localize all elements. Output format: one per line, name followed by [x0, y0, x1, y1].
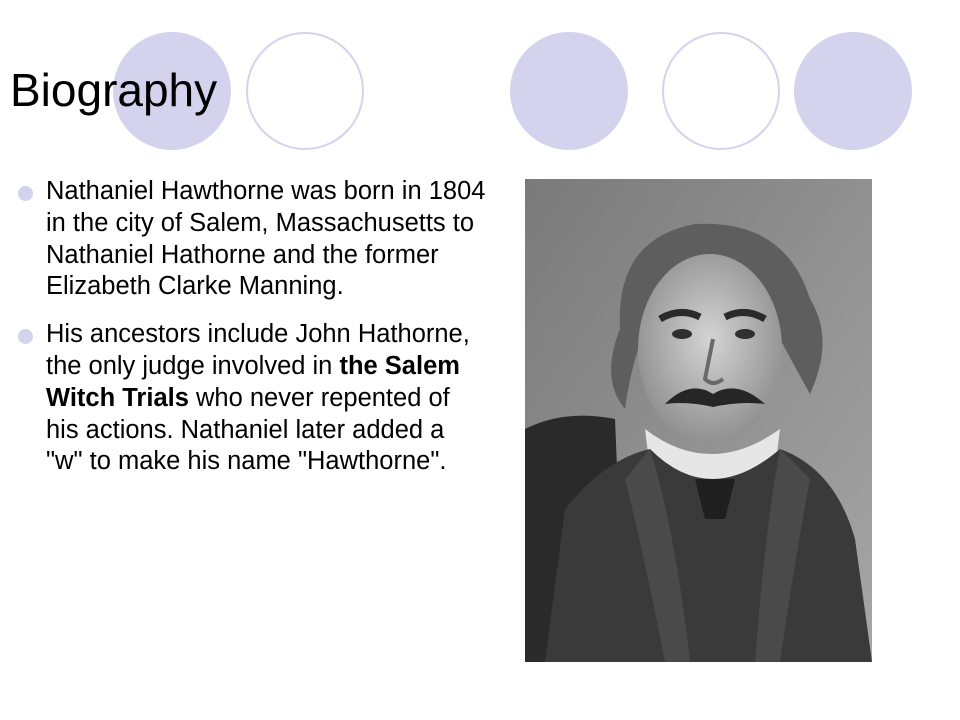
- bullet-item: [16, 176, 486, 303]
- slide-title: Biography: [10, 64, 218, 116]
- bullet-item: [16, 319, 486, 478]
- bullet-text-post: who never repented of his actions. Nathaniel later added a "w" to make his name "Hawthorne".: [46, 383, 450, 476]
- bullet-text: Nathaniel Hawthorne was born in 1804 in the city of Salem, Massachusetts to Nathaniel Hathorne and the former Elizabeth Clarke Manning.: [46, 177, 486, 301]
- portrait-photo: [525, 179, 872, 662]
- decorative-circle-filled: [510, 32, 628, 150]
- decorative-circle-outline: [246, 32, 364, 150]
- bullet-text-pre: His ancestors include John Hathorne, the only judge involved in: [46, 320, 470, 380]
- bullet-list: [16, 176, 486, 494]
- portrait-icon: [525, 179, 872, 662]
- decorative-circle-filled: [794, 32, 912, 150]
- bullet-text-bold: the Salem Witch Trials: [46, 351, 460, 412]
- decorative-circle-outline: [662, 32, 780, 150]
- bullet-icon: [18, 329, 33, 344]
- bullet-icon: [18, 186, 33, 201]
